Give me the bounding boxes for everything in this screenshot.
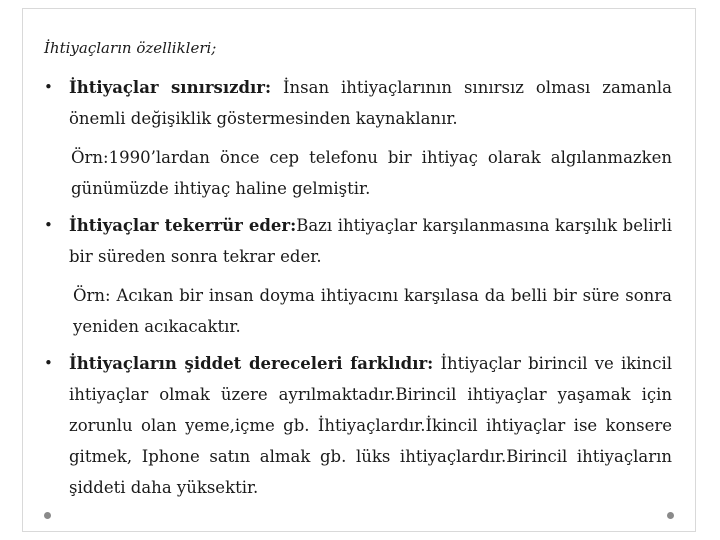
item-heading: İhtiyaçların şiddet dereceleri farklıdır: bbox=[69, 354, 434, 373]
corner-dot-icon bbox=[667, 512, 674, 519]
bullet-item-3 bbox=[44, 348, 672, 503]
bullet-icon: • bbox=[44, 78, 53, 96]
bullet-item-1 bbox=[44, 72, 672, 134]
item-heading: İhtiyaçlar tekerrür eder: bbox=[69, 216, 297, 235]
slide-title: İhtiyaçların özellikleri; bbox=[44, 39, 217, 57]
item-text: İnsan ihtiyaçlarının sınırsız olması zamanla önemli değişiklik göstermesinden kaynaklanır. bbox=[69, 78, 673, 128]
example-text: Örn:1990’lardan önce cep telefonu bir ihtiyaç olarak algılanmazken günümüzde ihtiyaç haline gelmiştir. bbox=[71, 148, 672, 198]
bullet-icon: • bbox=[44, 354, 53, 372]
bullet-icon: • bbox=[44, 216, 53, 234]
bullet-item-2 bbox=[44, 210, 672, 272]
item-text: Bazı ihtiyaçlar karşılanmasına karşılık belirli bir süreden sonra tekrar eder. bbox=[69, 216, 672, 266]
example-text: Örn: Acıkan bir insan doyma ihtiyacını karşılasa da belli bir süre sonra yeniden acıkacaktır. bbox=[73, 286, 672, 336]
item-text: İhtiyaçlar birincil ve ikincil ihtiyaçlar olmak üzere ayrılmaktadır.Birincil ihtiyaçlar yaşamak için zorunlu olan yeme,içme gb. İhtiyaçlardır.İkincil ihtiyaçlar ise konsere gitmek, Iphone satın almak gb. lüks ihtiyaçlardır.Birincil ihtiyaçların şiddeti daha yüksektir. bbox=[69, 354, 672, 497]
item-heading: İhtiyaçlar sınırsızdır: bbox=[69, 78, 272, 97]
corner-dot-icon bbox=[44, 512, 51, 519]
slide-content bbox=[44, 72, 672, 503]
